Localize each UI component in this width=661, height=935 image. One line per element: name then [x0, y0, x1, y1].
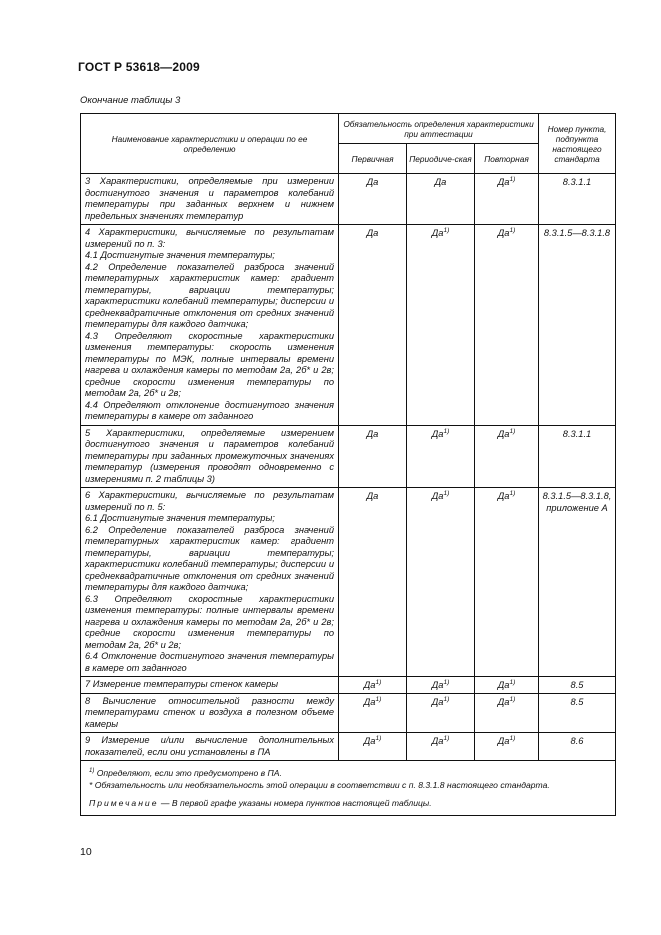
cell-value: Да: [497, 428, 510, 439]
footnote-ref: 1): [443, 695, 450, 703]
row-name-line: 7 Измерение температуры стенок камеры: [85, 679, 279, 689]
footnote-ref: 1): [443, 226, 450, 234]
standard-designation: ГОСТ Р 53618—2009: [78, 60, 200, 74]
cell-value: Да: [431, 228, 444, 238]
table-note: Примечание — В первой графе указаны номера пунктов настоящей таблицы.: [89, 797, 432, 808]
cell-clause: 8.3.1.5—8.3.1.8, приложение А: [539, 488, 616, 677]
row-name: [81, 693, 339, 733]
cell-value: Да: [363, 736, 376, 746]
footnote-ref: 1): [375, 678, 382, 686]
header-primary: Первичная: [339, 144, 407, 174]
cell-primary: [339, 425, 407, 488]
row-name-line: 9 Измерение и/или вычисление дополнительных показателей, если они установлены в ПА: [85, 735, 334, 757]
footnote-ref: 1): [509, 734, 516, 742]
row-name-line: 4 Характеристики, вычисляемые по результатам измерений по п. 3:: [85, 227, 334, 249]
cell-repeat: [475, 225, 539, 426]
cell-periodic: [407, 733, 475, 761]
row-name-line: 6.1 Достигнутые значения температуры;: [85, 513, 275, 523]
row-name-line: 8 Вычисление относительной разности между температурами стенок и воздуха в полезном объеме камеры: [85, 695, 334, 729]
table-footnotes: [81, 761, 616, 816]
footnote-ref: 1): [375, 734, 382, 742]
row-name-line: 4.1 Достигнутые значения температуры;: [85, 250, 275, 260]
header-obligation: Обязательность определения характеристики при аттестации: [339, 114, 539, 144]
footnote-ref: 1): [443, 678, 450, 686]
cell-clause: 8.3.1.1: [539, 174, 616, 225]
footnote-2: * Обязательность или необязательность этой операции в соответствии с п. 8.3.1.8 настоящего стандарта.: [89, 779, 550, 790]
row-name-line: 4.3 Определяют скоростные характеристики изменения температуры: скорость изменения температуры по МЭК, полные интервалы времени нагрева и охлаждения камеры по методам 2а, 2б* и 2в; средние скорости изменения температуры по методам 2а, 2б* и 2в;: [85, 330, 334, 398]
row-name: [81, 733, 339, 761]
cell-clause: 8.6: [539, 733, 616, 761]
row-name: [81, 174, 339, 225]
footnote-ref: 1): [509, 489, 516, 497]
cell-repeat: [475, 693, 539, 733]
cell-value: Да: [366, 177, 379, 187]
row-name-line: 4.2 Определение показателей разброса значений температурных характеристик камер: градиент температуры, вариации температуры; характеристики колебаний температуры; дисперсии и среднеквадратичные отклонения от средних значений температуры для каждого датчика;: [85, 261, 334, 329]
table-caption: Окончание таблицы 3: [80, 95, 181, 106]
cell-value: Да: [497, 696, 510, 707]
table-row: [81, 425, 616, 488]
cell-value: Да: [431, 428, 444, 439]
footnote-ref: 1): [443, 489, 450, 497]
cell-repeat: [475, 174, 539, 225]
table-row: [81, 733, 616, 761]
cell-value: Да: [431, 491, 444, 501]
cell-value: Да: [431, 680, 444, 690]
table-row: [81, 225, 616, 426]
row-name-line: 6.3 Определяют скоростные характеристики изменения температуры: полные интервалы времени нагрева и охлаждения камеры по методам 2а, 2б* и 2в; средние скорости изменения температуры по методам 2а, 2б* и 2в;: [85, 593, 334, 650]
footnote-ref: 1): [443, 427, 450, 435]
row-name: [81, 488, 339, 677]
cell-periodic: [407, 425, 475, 488]
footnote-ref: 1): [375, 695, 382, 703]
cell-value: Да: [431, 736, 444, 746]
row-name-line: 6.2 Определение показателей разброса значений температурных характеристик камер: градиент температуры, вариации температуры; характеристики колебаний температуры; дисперсии и среднеквадратичные отклонения от средних значений температуры для каждого датчика;: [85, 524, 334, 592]
table-row: [81, 677, 616, 694]
cell-clause: 8.3.1.1: [539, 425, 616, 488]
cell-repeat: [475, 733, 539, 761]
row-name-line: 6 Характеристики, вычисляемые по результатам измерений по п. 5:: [85, 490, 334, 512]
cell-value: Да: [497, 228, 510, 238]
header-clause: Номер пункта, подпункта настоящего стандарта: [539, 114, 616, 174]
cell-value: Да: [363, 696, 376, 707]
row-name-line: 5 Характеристики, определяемые измерением достигнутого значения и параметров колебаний температуры при заданных промежуточных значениях температур (измерения проводят одновременно с измерениями п. 2 таблицы 3): [85, 427, 334, 484]
footnote-ref: 1): [509, 427, 516, 435]
cell-value: Да: [497, 736, 510, 746]
row-name: [81, 425, 339, 488]
header-periodic: Периодиче-ская: [407, 144, 475, 174]
table-row: [81, 488, 616, 677]
cell-value: Да: [434, 177, 447, 187]
cell-primary: [339, 693, 407, 733]
row-name-line: 6.4 Отклонение достигнутого значения температуры в камере от заданного: [85, 651, 334, 673]
cell-value: Да: [497, 177, 510, 187]
cell-value: Да: [497, 491, 510, 501]
cell-value: Да: [431, 696, 444, 707]
row-name: [81, 677, 339, 694]
cell-value: Да: [366, 428, 379, 439]
cell-clause: 8.5: [539, 693, 616, 733]
cell-periodic: [407, 693, 475, 733]
cell-repeat: [475, 488, 539, 677]
cell-primary: [339, 488, 407, 677]
row-name-line: 4.4 Определяют отклонение достигнутого значения температуры в камере от заданного: [85, 399, 334, 421]
cell-value: Да: [497, 680, 510, 690]
cell-repeat: [475, 425, 539, 488]
footnote-ref: 1): [509, 226, 516, 234]
page-number: 10: [80, 846, 92, 858]
cell-primary: [339, 225, 407, 426]
cell-repeat: [475, 677, 539, 694]
cell-primary: [339, 733, 407, 761]
footnote-ref: 1): [509, 695, 516, 703]
header-name: Наименование характеристики и операции по ее определению: [81, 114, 339, 174]
table-row: [81, 693, 616, 733]
cell-periodic: [407, 677, 475, 694]
table-row: [81, 174, 616, 225]
cell-periodic: [407, 225, 475, 426]
footnote-ref: 1): [509, 678, 516, 686]
cell-clause: 8.3.1.5—8.3.1.8: [539, 225, 616, 426]
row-name-line: 3 Характеристики, определяемые при измерении достигнутого значения и параметров колебаний температуры при заданных верхнем и нижнем предельных значениях температур: [85, 176, 334, 221]
footnote-ref: 1): [443, 734, 450, 742]
cell-value: Да: [366, 491, 379, 501]
header-repeat: Повторная: [475, 144, 539, 174]
cell-clause: 8.5: [539, 677, 616, 694]
footnote-ref: 1): [509, 175, 516, 183]
cell-value: Да: [363, 680, 376, 690]
cell-primary: [339, 174, 407, 225]
cell-periodic: [407, 488, 475, 677]
cell-value: Да: [366, 228, 379, 238]
requirements-table: [80, 113, 616, 816]
footnote-1: $^{1)}$ Определяют, если это предусмотрено в ПА.: [89, 767, 282, 778]
cell-periodic: [407, 174, 475, 225]
row-name: [81, 225, 339, 426]
cell-primary: [339, 677, 407, 694]
